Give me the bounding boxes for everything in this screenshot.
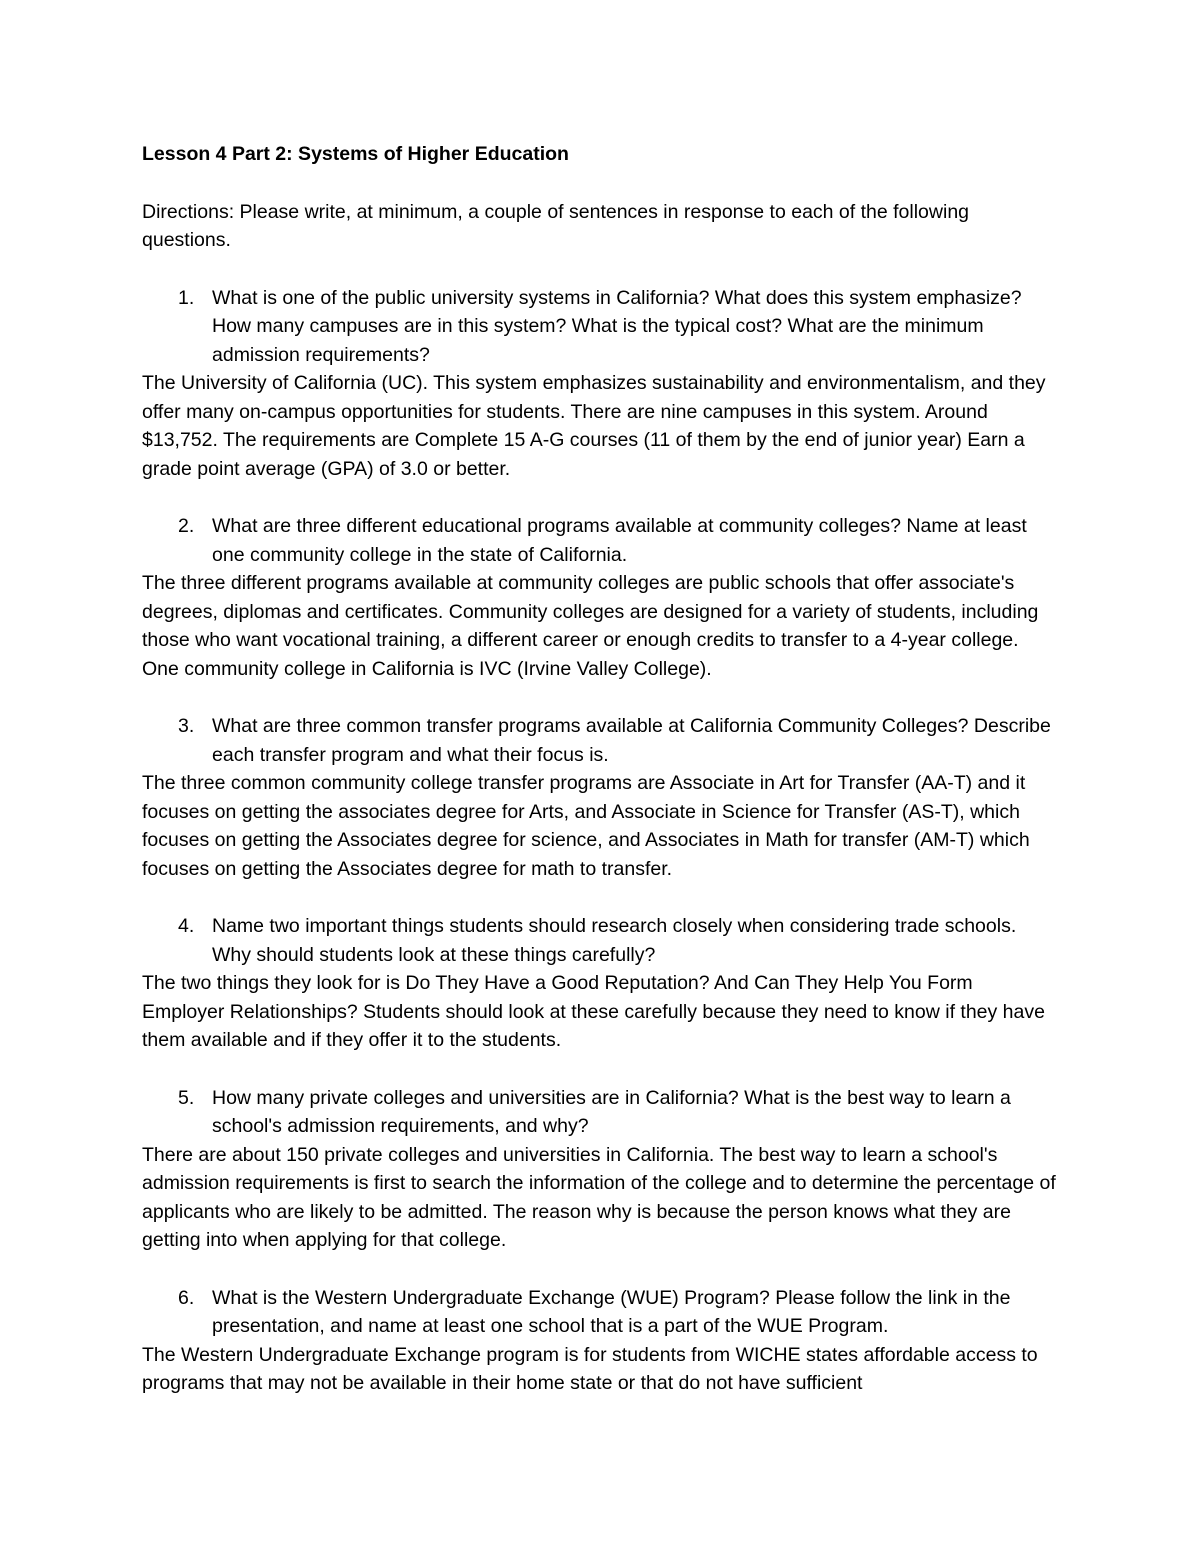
question-3	[142, 712, 1060, 769]
question-5	[142, 1084, 1060, 1141]
document-title: Lesson 4 Part 2: Systems of Higher Education	[142, 143, 569, 165]
question-1	[142, 284, 1060, 370]
answer-text: The three common community college transfer programs are Associate in Art for Transfer (AA-T) and it focuses on getting the associates degree for Arts, and Associate in Science for Transfer (AS-T), which focuses on getting the Associates degree for science, and Associates in Math for transfer (AM-T) which focuses on getting the Associates degree for math to transfer.	[142, 772, 1030, 880]
answer-text: The Western Undergraduate Exchange program is for students from WICHE states affordable access to programs that may not be available in their home state or that do not have sufficient	[142, 1343, 1038, 1394]
question-6	[142, 1284, 1060, 1341]
question-text: What are three different educational programs available at community colleges? Name at least one community college in the state of California.	[212, 515, 1027, 566]
question-block-5	[142, 1084, 1060, 1255]
question-number: 5.	[178, 1086, 195, 1109]
question-block-3	[142, 712, 1060, 883]
question-text: What is the Western Undergraduate Exchange (WUE) Program? Please follow the link in the presentation, and name at least one school that is a part of the WUE Program.	[212, 1286, 1011, 1337]
question-4	[142, 912, 1060, 969]
answer-text: There are about 150 private colleges and universities in California. The best way to learn a school's admission requirements is first to search the information of the college and to determine the percentage of applicants who are likely to be admitted. The reason why is because the person knows what they are getting into when applying for that college.	[142, 1143, 1056, 1251]
directions-text: Directions: Please write, at minimum, a couple of sentences in response to each of the following questions.	[142, 200, 970, 251]
answer-text: The two things they look for is Do They Have a Good Reputation? And Can They Help You Form Employer Relationships? Students should look at these carefully because they need to know if they have them available and if they offer it to the students.	[142, 972, 1045, 1051]
question-block-2	[142, 512, 1060, 683]
question-number: 3.	[178, 715, 195, 737]
question-text: What are three common transfer programs available at California Community Colleges? Describe each transfer program and what their focus is.	[212, 715, 1051, 766]
question-number: 2.	[178, 515, 195, 537]
question-number: 6.	[178, 1286, 195, 1309]
question-block-1	[142, 284, 1060, 484]
answer-text: The University of California (UC). This system emphasizes sustainability and environmentalism, and they offer many on-campus opportunities for students. There are nine campuses in this system. Around $13,752. The requirements are Complete 15 A-G courses (11 of them by the end of junior year) Earn a grade point average (GPA) of 3.0 or better.	[142, 372, 1046, 480]
question-block-4	[142, 912, 1060, 1055]
question-number: 1.	[178, 286, 195, 309]
question-text: How many private colleges and universities are in California? What is the best way to learn a school's admission requirements, and why?	[212, 1086, 1011, 1137]
question-text: What is one of the public university systems in California? What does this system emphasize? How many campuses are in this system? What is the typical cost? What are the minimum admission requirements?	[212, 286, 1022, 366]
question-number: 4.	[178, 915, 195, 937]
question-block-6	[142, 1284, 1060, 1398]
answer-text: The three different programs available at community colleges are public schools that offer associate's degrees, diplomas and certificates. Community colleges are designed for a variety of students, including those who want vocational training, a different career or enough credits to transfer to a 4-year college. One community college in California is IVC (Irvine Valley College).	[142, 572, 1039, 680]
question-text: Name two important things students should research closely when considering trade schools. Why should students look at these things carefully?	[212, 915, 1017, 966]
question-2	[142, 512, 1060, 569]
